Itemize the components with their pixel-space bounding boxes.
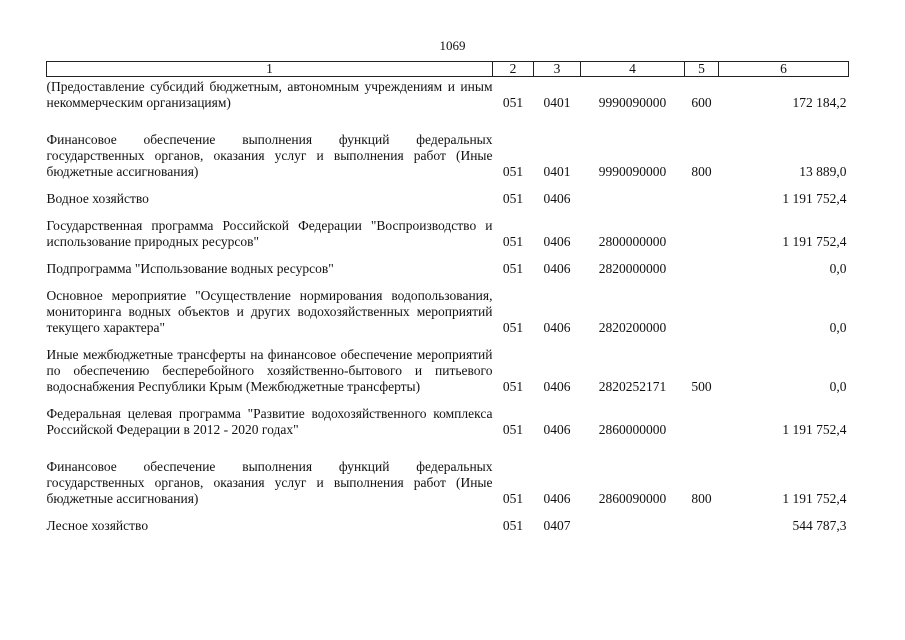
table-row: [47, 111, 849, 180]
expense-type-code: [685, 507, 719, 534]
admin-code: 051: [502, 95, 524, 110]
amount: 1 191 752,4: [782, 234, 847, 249]
row-description: Финансовое обеспечение выполнения функций федеральных государственных органов, оказания услуг и выполнения работ (Иные бюджетные ассигнования): [46, 132, 493, 179]
table-row: [47, 77, 849, 112]
column-header: 5: [685, 62, 719, 77]
amount: 13 889,0: [799, 164, 847, 179]
row-description: (Предоставление субсидий бюджетным, автономным учреждениям и иным некоммерческим организациям): [46, 79, 493, 110]
section-code: 0406: [543, 422, 571, 437]
target-article-code: 2820252171: [598, 379, 667, 394]
column-header: 6: [719, 62, 849, 77]
admin-code: 051: [502, 518, 524, 533]
target-article-code: [581, 180, 685, 207]
section-code: 0406: [543, 261, 571, 276]
row-description: Федеральная целевая программа "Развитие водохозяйственного комплекса Российской Федерации в 2012 - 2020 годах": [46, 406, 493, 437]
expense-type-code: 600: [691, 95, 712, 110]
target-article-code: [581, 507, 685, 534]
section-code: 0401: [543, 95, 571, 110]
table-row: [47, 438, 849, 507]
table-row: [47, 277, 849, 336]
target-article-code: 2820000000: [598, 261, 667, 276]
expense-type-code: [685, 395, 719, 438]
target-article-code: 2860000000: [598, 422, 667, 437]
column-header: 1: [47, 62, 493, 77]
target-article-code: 9990090000: [598, 164, 667, 179]
row-description: Финансовое обеспечение выполнения функций федеральных государственных органов, оказания услуг и выполнения работ (Иные бюджетные ассигнования): [46, 459, 493, 506]
amount: 1 191 752,4: [782, 491, 847, 506]
amount: 1 191 752,4: [782, 422, 847, 437]
expense-type-code: 800: [691, 164, 712, 179]
section-code: 0407: [543, 518, 571, 533]
expense-type-code: [685, 277, 719, 336]
table-row: [47, 207, 849, 250]
admin-code: 051: [502, 191, 524, 206]
section-code: 0406: [543, 191, 571, 206]
admin-code: 051: [502, 234, 524, 249]
expense-type-code: [685, 207, 719, 250]
section-code: 0406: [543, 234, 571, 249]
expense-type-code: [685, 180, 719, 207]
row-description: Лесное хозяйство: [46, 518, 149, 533]
table-row: [47, 395, 849, 438]
row-description: Водное хозяйство: [46, 191, 149, 206]
admin-code: 051: [502, 320, 524, 335]
amount: 1 191 752,4: [782, 191, 847, 206]
amount: 0,0: [829, 320, 847, 335]
table-row: [47, 507, 849, 534]
target-article-code: 2800000000: [598, 234, 667, 249]
row-description: Подпрограмма "Использование водных ресурсов": [46, 261, 334, 276]
expense-type-code: 500: [691, 379, 712, 394]
table-row: [47, 336, 849, 395]
admin-code: 051: [502, 164, 524, 179]
section-code: 0401: [543, 164, 571, 179]
column-header: 4: [581, 62, 685, 77]
budget-table: [46, 61, 849, 534]
expense-type-code: 800: [691, 491, 712, 506]
table-row: [47, 180, 849, 207]
admin-code: 051: [502, 422, 524, 437]
amount: 0,0: [829, 379, 847, 394]
column-header: 2: [493, 62, 534, 77]
amount: 0,0: [829, 261, 847, 276]
target-article-code: 2820200000: [598, 320, 667, 335]
row-description: Основное мероприятие "Осуществление нормирования водопользования, мониторинга водных объектов и других водохозяйственных мероприятий текущего характера": [46, 288, 493, 335]
column-header: 3: [534, 62, 581, 77]
table-header-row: [47, 62, 849, 77]
section-code: 0406: [543, 491, 571, 506]
section-code: 0406: [543, 379, 571, 394]
admin-code: 051: [502, 379, 524, 394]
amount: 172 184,2: [792, 95, 847, 110]
table-row: [47, 250, 849, 277]
row-description: Иные межбюджетные трансферты на финансовое обеспечение мероприятий по обеспечению бесперебойного хозяйственно-бытового и питьевого водоснабжения Республики Крым (Межбюджетные трансферты): [46, 347, 493, 394]
target-article-code: 9990090000: [598, 95, 667, 110]
section-code: 0406: [543, 320, 571, 335]
page-number: 1069: [439, 38, 466, 53]
amount: 544 787,3: [792, 518, 847, 533]
row-description: Государственная программа Российской Федерации "Воспроизводство и использование природных ресурсов": [46, 218, 493, 249]
expense-type-code: [685, 250, 719, 277]
target-article-code: 2860090000: [598, 491, 667, 506]
admin-code: 051: [502, 491, 524, 506]
admin-code: 051: [502, 261, 524, 276]
